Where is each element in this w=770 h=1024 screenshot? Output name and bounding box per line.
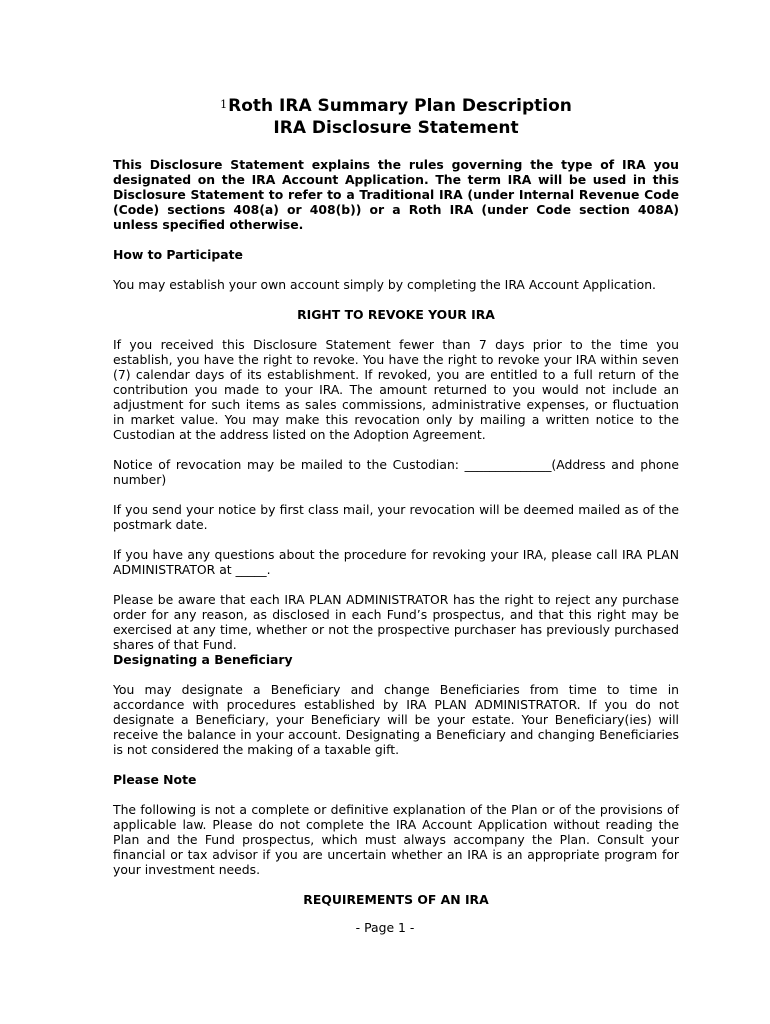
intro-paragraph: This Disclosure Statement explains the rules governing the type of IRA you designated on the IRA Account Application. The term IRA will be used in this Disclosure Statement to refer to a Traditional IRA (under Internal Revenue Code (Code) sections 408(a) or 408(b)) or a Roth IRA (under Code section 408A) unless specified otherwise. <box>113 157 679 232</box>
document-body <box>113 94 679 922</box>
footnote-marker: 1 <box>220 98 228 111</box>
revoke-paragraph-2: Notice of revocation may be mailed to the Custodian: ______________(Address and phone number) <box>113 457 679 487</box>
how-to-participate-heading: How to Participate <box>113 247 243 262</box>
revoke-paragraph-5: Please be aware that each IRA PLAN ADMINISTRATOR has the right to reject any purchase order for any reason, as disclosed in each Fund’s prospectus, and that this right may be exercised at any time, whether or not the prospective purchaser has previously purchased shares of that Fund. <box>113 592 679 652</box>
document-title <box>113 94 679 117</box>
how-to-participate-text: You may establish your own account simply by completing the IRA Account Application. <box>113 277 656 292</box>
revoke-paragraph-1: If you received this Disclosure Statement fewer than 7 days prior to the time you establish, you have the right to revoke. You have the right to revoke your IRA within seven (7) calendar days of its establishment. If revoked, you are entitled to a full return of the contribution you made to your IRA. The amount returned to you would not include an adjustment for such items as sales commissions, administrative expenses, or fluctuation in market value. You may make this revocation only by mailing a written notice to the Custodian at the address listed on the Adoption Agreement. <box>113 337 679 442</box>
title-block <box>113 94 679 139</box>
page-number-footer: - Page 1 - <box>355 920 415 935</box>
beneficiary-heading: Designating a Beneficiary <box>113 652 293 667</box>
requirements-heading: REQUIREMENTS OF AN IRA <box>303 892 489 907</box>
beneficiary-text: You may designate a Beneficiary and change Beneficiaries from time to time in accordance with procedures established by IRA PLAN ADMINISTRATOR. If you do not designate a Beneficiary, your Beneficiary will be your estate. Your Beneficiary(ies) will receive the balance in your account. Designating a Beneficiary and changing Beneficiaries is not considered the making of a taxable gift. <box>113 682 679 757</box>
please-note-text: The following is not a complete or definitive explanation of the Plan or of the provisions of applicable law. Please do not complete the IRA Account Application without reading the Plan and the Fund prospectus, which must always accompany the Plan. Consult your financial or tax advisor if you are uncertain whether an IRA is an appropriate program for your investment needs. <box>113 802 679 877</box>
revoke-paragraph-3: If you send your notice by first class mail, your revocation will be deemed mailed as of the postmark date. <box>113 502 679 532</box>
revoke-paragraph-4: If you have any questions about the procedure for revoking your IRA, please call IRA PLAN ADMINISTRATOR at _____. <box>113 547 679 577</box>
please-note-heading: Please Note <box>113 772 197 787</box>
document-subtitle: IRA Disclosure Statement <box>273 118 519 138</box>
document-title-text: Roth IRA Summary Plan Description <box>228 96 572 116</box>
revoke-heading: RIGHT TO REVOKE YOUR IRA <box>297 307 495 322</box>
